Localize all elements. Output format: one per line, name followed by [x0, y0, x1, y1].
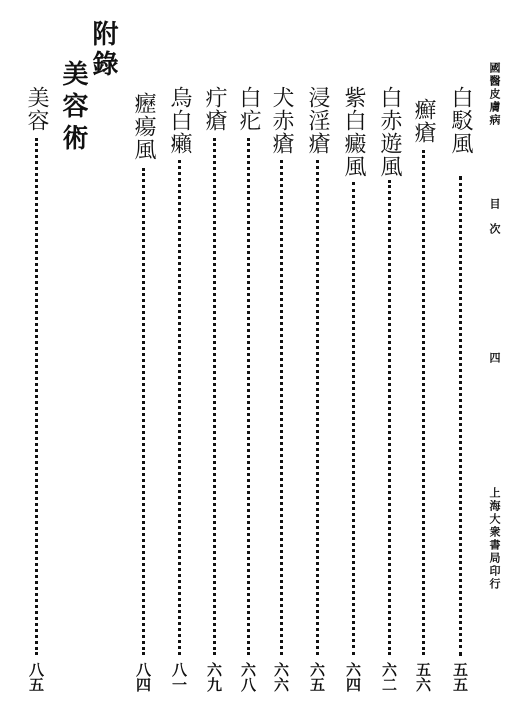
running-header-publisher: 上海大衆書局印行 — [488, 487, 501, 591]
toc-leader-dots — [459, 176, 462, 656]
appendix-heading: 附錄 — [88, 20, 118, 80]
toc-entry-title: 白疕 — [236, 86, 261, 132]
toc-leader-dots — [280, 160, 283, 655]
toc-entry-page: 八五 — [27, 662, 45, 692]
toc-entry-page: 八四 — [134, 662, 152, 692]
toc-leader-dots — [213, 138, 216, 655]
toc-leader-dots — [178, 160, 181, 655]
toc-leader-dots — [316, 160, 319, 655]
toc-entry-page: 六九 — [205, 662, 223, 692]
toc-entry-page: 五六 — [414, 662, 432, 692]
toc-leader-dots — [247, 138, 250, 655]
appendix-subheading: 美容術 — [58, 60, 88, 156]
toc-entry-title: 癬瘡 — [411, 98, 436, 144]
running-header-book-title: 國醫皮膚病 — [488, 62, 501, 127]
toc-entry-title: 癧瘍風 — [131, 92, 156, 161]
toc-entry-title: 烏白癩 — [167, 86, 192, 155]
toc-entry-page: 六五 — [308, 662, 326, 692]
toc-entry-title: 白駁風 — [448, 86, 473, 155]
running-header-page-number: 四 — [488, 352, 501, 365]
toc-entry-title: 浸淫瘡 — [305, 86, 330, 155]
toc-entry-title: 紫白癜風 — [341, 86, 366, 178]
toc-leader-dots — [422, 150, 425, 655]
toc-entry-title: 疔瘡 — [202, 86, 227, 132]
toc-entry-page: 六四 — [344, 662, 362, 692]
toc-leader-dots — [35, 138, 38, 655]
toc-entry-title: 美容 — [24, 86, 49, 132]
toc-entry-title: 犬赤瘡 — [269, 86, 294, 155]
toc-leader-dots — [142, 168, 145, 655]
toc-leader-dots — [352, 182, 355, 655]
toc-entry-title: 白赤遊風 — [377, 86, 402, 178]
toc-entry-page: 五五 — [451, 662, 469, 692]
toc-entry-page: 六八 — [239, 662, 257, 692]
toc-entry-page: 六六 — [272, 662, 290, 692]
running-header-section: 目次 — [488, 198, 501, 248]
toc-leader-dots — [388, 180, 391, 655]
toc-entry-page: 六二 — [380, 662, 398, 692]
toc-entry-page: 八一 — [170, 662, 188, 692]
